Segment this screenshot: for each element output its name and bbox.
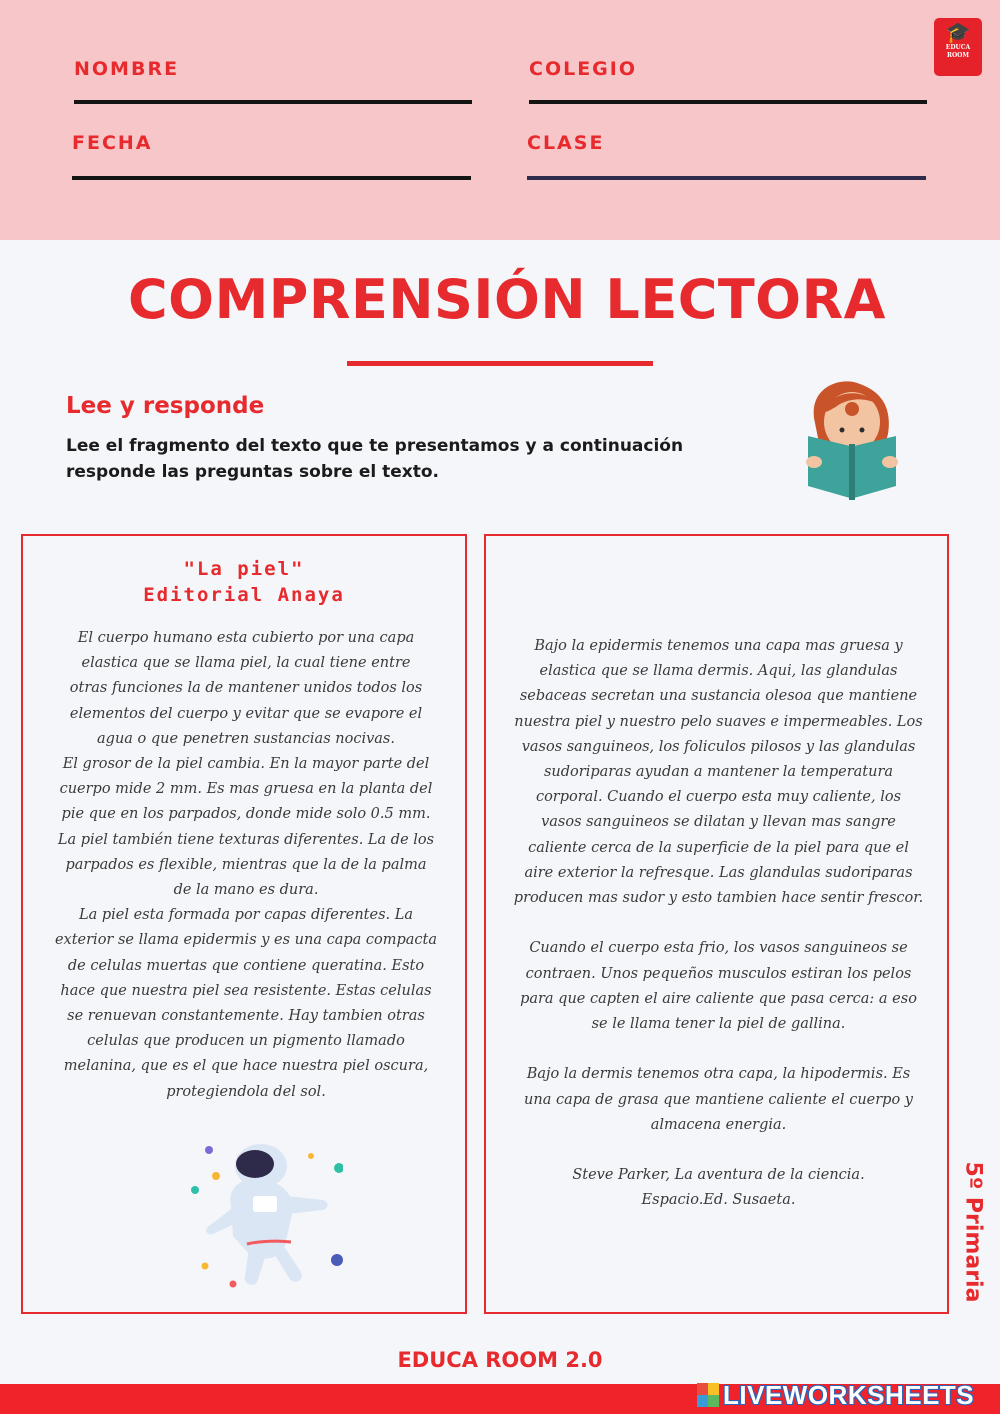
reading-editorial: Editorial Anaya xyxy=(143,584,345,606)
header-band xyxy=(0,0,1000,240)
nombre-label: NOMBRE xyxy=(74,58,180,80)
liveworksheets-watermark[interactable] xyxy=(697,1380,974,1410)
liveworksheets-text: LIVEWORKSHEETS xyxy=(723,1379,975,1410)
title-divider xyxy=(347,361,653,366)
grade-text: 5º Primaria xyxy=(960,1161,986,1303)
footer-brand: EDUCA ROOM 2.0 xyxy=(397,1348,603,1372)
liveworksheets-icon xyxy=(697,1383,719,1407)
educa-room-logo xyxy=(934,18,982,76)
section-subtitle: Lee y responde xyxy=(66,393,265,419)
logo-text: EDUCA ROOM xyxy=(945,44,971,59)
page-title: COMPRENSIÓN LECTORA xyxy=(128,268,886,331)
reading-text-left: El cuerpo humano esta cubierto por una capa elastica que se llama piel, la cual tiene entre otras funciones la de mantener unidos todos los elementos del cuerpo y evitar que se evapore el agua o que penetren sustancias nocivas. El grosor de la piel cambia. En la mayor parte del cuerpo mide 2 mm. Es mas gruesa en la planta del pie que en los parpados, donde mide solo 0.5 mm. La piel también tiene texturas diferentes. La de los parpados es flexible, mientras que la de la palma de la mano es dura. La piel esta formada por capas diferentes. La exterior se llama epidermis y es una capa compacta de celulas muertas que contiene queratina. Esto hace que nuestra piel sea resistente. Estas celulas se renuevan constantemente. Hay tambien otras celulas que producen un pigmento llamado melanina, que es el que hace nuestra piel oscura, protegiendola del sol. xyxy=(54,630,438,1100)
astronaut-icon xyxy=(173,1136,343,1311)
fecha-label: FECHA xyxy=(72,132,153,154)
fecha-field[interactable] xyxy=(72,176,471,180)
grade-side-label xyxy=(956,1157,990,1307)
reading-title: "La piel" xyxy=(183,558,305,580)
reading-panel-right xyxy=(484,534,949,1314)
colegio-label: COLEGIO xyxy=(529,58,637,80)
clase-label: CLASE xyxy=(527,132,605,154)
graduation-cap-icon: 🎓 xyxy=(945,22,971,44)
reading-panel-left xyxy=(21,534,467,1314)
instructions-text: Lee el fragmento del texto que te presentamos y a continuación responde las preguntas sobre el texto. xyxy=(66,436,684,482)
nombre-field[interactable] xyxy=(74,100,472,104)
colegio-field[interactable] xyxy=(529,100,927,104)
reading-text-right: Bajo la epidermis tenemos una capa mas gruesa y elastica que se llama dermis. Aqui, las glandulas sebaceas secretan una sustancia olesoa que mantiene nuestra piel y nuestro pelo suaves e impermeables. Los vasos sanguineos, los foliculos pilosos y las glandulas sudoriparas ayudan a mantener la temperatura corporal. Cuando el cuerpo esta muy caliente, los vasos sanguineos se dilatan y llevan mas sangre caliente cerca de la superficie de la piel para que el aire exterior la refresque. Las glandulas sudoriparas producen mas sudor y esto tambien hace sentir frescor. Cuando el cuerpo esta frio, los vasos sanguineos se contraen. Unos pequeños musculos estiran los pelos para que capten el aire caliente que pasa cerca: a eso se le llama tener la piel de gallina. Bajo la dermis tenemos otra capa, la hipodermis. Es una capa de grasa que mantiene caliente el cuerpo y almacena energia. Steve Parker, La aventura de la ciencia. Espacio.Ed. Susaeta. xyxy=(513,638,924,1209)
clase-field[interactable] xyxy=(527,176,926,180)
girl-reading-icon xyxy=(800,378,904,502)
